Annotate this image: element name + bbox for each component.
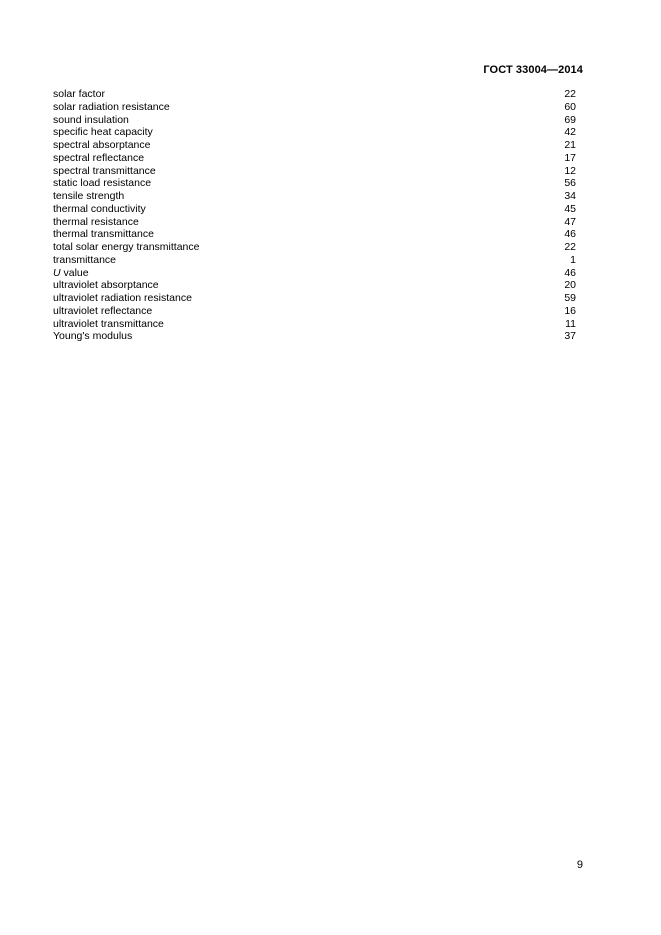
- index-term: [53, 203, 146, 216]
- index-page: 20: [564, 279, 576, 292]
- index-entry: [53, 152, 576, 165]
- index-entry: [53, 139, 576, 152]
- index-term: [53, 126, 153, 139]
- index-term-text: sound insulation: [53, 113, 129, 126]
- index-entry: [53, 330, 576, 343]
- index-term-text: value: [60, 266, 89, 279]
- index-term: [53, 165, 156, 178]
- index-page: 1: [570, 253, 576, 266]
- index-page: 22: [564, 88, 576, 100]
- index-entry: [53, 203, 576, 216]
- index-entry: [53, 101, 576, 114]
- index-page: 56: [564, 177, 576, 190]
- index-term-text: ultraviolet transmittance: [53, 317, 164, 330]
- index-term-text: spectral transmittance: [53, 164, 156, 177]
- index-page: 46: [564, 266, 576, 279]
- index-entry: [53, 177, 576, 190]
- page-number: 9: [576, 859, 583, 871]
- index-term-text: ultraviolet absorptance: [53, 279, 159, 292]
- index-term-text: tensile strength: [53, 190, 125, 202]
- index-page: 69: [564, 113, 576, 126]
- index-term: [53, 318, 164, 331]
- index-term: [53, 139, 150, 152]
- index-list: [53, 88, 576, 343]
- index-page: 46: [564, 228, 576, 241]
- index-page: 16: [564, 304, 576, 317]
- index-page: 11: [565, 317, 576, 330]
- index-entry: [53, 114, 576, 127]
- index-entry: [53, 88, 576, 101]
- index-term: [53, 177, 151, 190]
- index-term: [53, 330, 132, 343]
- index-term-text: spectral absorptance: [53, 139, 151, 151]
- index-term-text: total solar energy transmittance: [53, 241, 200, 253]
- index-entry: [53, 267, 576, 280]
- index-page: 42: [564, 126, 576, 139]
- index-page: 22: [564, 241, 576, 253]
- document-code: ГОСТ 33004—2014: [483, 64, 583, 76]
- index-term: [53, 101, 170, 114]
- index-page: 12: [564, 164, 576, 177]
- index-page: 21: [564, 139, 576, 151]
- index-term: [53, 152, 144, 165]
- index-term-text: specific heat capacity: [53, 126, 153, 139]
- index-term-text: spectral reflectance: [53, 151, 145, 164]
- index-term-text: thermal resistance: [53, 215, 139, 228]
- index-entry: [53, 279, 576, 292]
- index-term: [53, 279, 159, 292]
- index-term-text: solar factor: [53, 88, 105, 100]
- index-entry: [53, 318, 576, 331]
- index-term: [53, 241, 200, 254]
- index-page: 60: [564, 100, 576, 113]
- index-page: 17: [564, 151, 576, 164]
- index-entry: [53, 254, 576, 267]
- index-term: [53, 292, 192, 305]
- index-entry: [53, 305, 576, 318]
- index-entry: [53, 190, 576, 203]
- index-term: [53, 267, 89, 280]
- index-entry: [53, 241, 576, 254]
- index-term: [53, 305, 152, 318]
- index-term-text: static load resistance: [53, 177, 152, 190]
- index-entry: [53, 126, 576, 139]
- index-term-text: ultraviolet reflectance: [53, 304, 153, 317]
- index-term-text: ultraviolet radiation resistance: [53, 292, 192, 304]
- index-entry: [53, 216, 576, 229]
- index-page: 45: [564, 202, 576, 215]
- index-term-text: solar radiation resistance: [53, 100, 170, 113]
- index-entry: [53, 228, 576, 241]
- index-term-italic: U: [53, 266, 61, 279]
- index-term: [53, 88, 105, 101]
- index-term-text: Young's modulus: [53, 330, 133, 343]
- index-term-text: thermal transmittance: [53, 228, 154, 241]
- index-term: [53, 190, 124, 203]
- index-term: [53, 216, 139, 229]
- index-term-text: transmittance: [53, 253, 117, 266]
- index-term: [53, 254, 116, 267]
- index-entry: [53, 292, 576, 305]
- index-page: 47: [564, 215, 576, 228]
- index-page: 34: [564, 190, 576, 202]
- index-page: 37: [564, 330, 576, 343]
- index-entry: [53, 165, 576, 178]
- index-term-text: thermal conductivity: [53, 202, 146, 215]
- index-page: 59: [564, 292, 576, 304]
- index-term: [53, 228, 154, 241]
- index-term: [53, 114, 129, 127]
